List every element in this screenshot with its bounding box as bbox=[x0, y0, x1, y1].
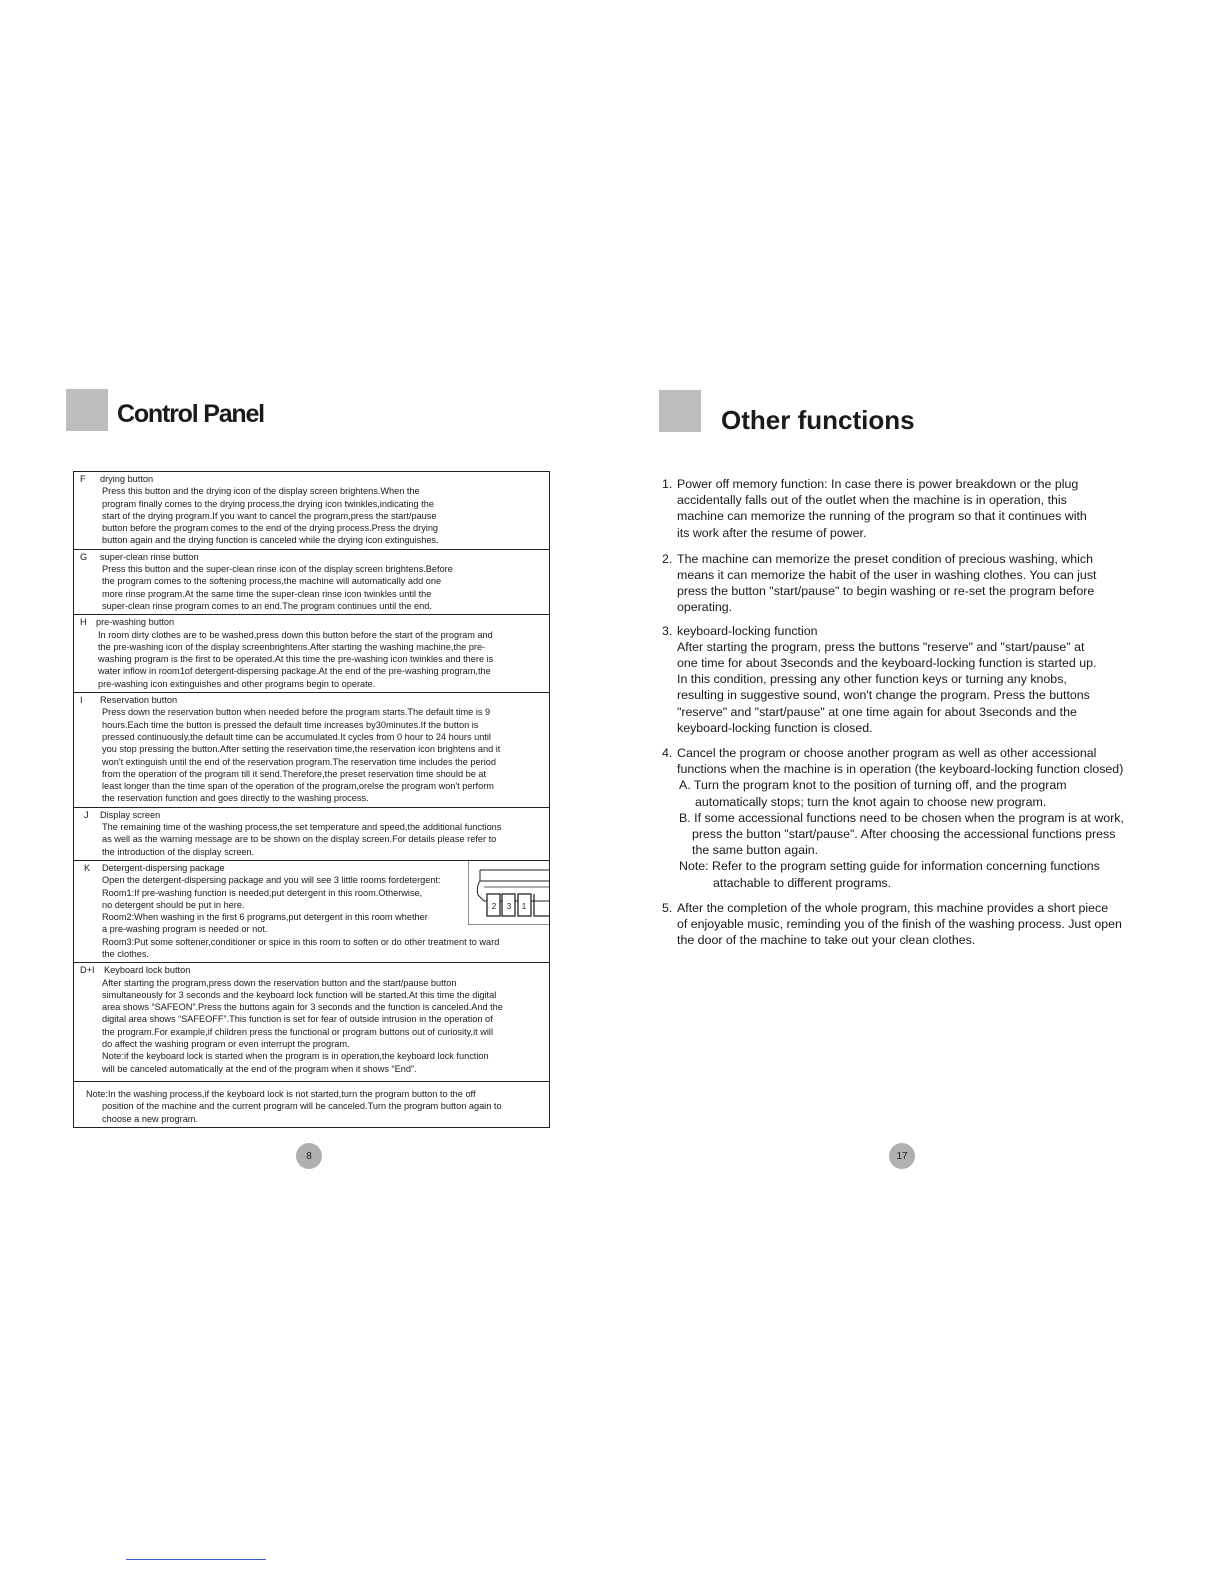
item-line: automatically stops; turn the knot again to choose new program. bbox=[695, 794, 1047, 809]
row-line: program finally comes to the drying process,the drying icon twinkles,indicating the bbox=[102, 498, 434, 509]
item-line: Power off memory function: In case there is power breakdown or the plug bbox=[677, 477, 1079, 491]
row-line: pre-washing icon extinguishes and other programs begin to operate. bbox=[98, 678, 376, 689]
row-line: Press down the reservation button when needed before the program starts.The default time is 9 bbox=[102, 707, 491, 718]
item-line: In this condition, pressing any other function keys or turning any knobs, bbox=[677, 672, 1067, 687]
item-line: means it can memorize the habit of the user in washing clothes. You can just bbox=[677, 568, 1097, 583]
item-line: After the completion of the whole program, this machine provides a short piece bbox=[677, 900, 1109, 915]
item-line: the same button again. bbox=[692, 843, 819, 858]
note-first-line: Note:In the washing process,if the keyboard lock is not started,turn the program button to the off bbox=[86, 1088, 476, 1099]
row-name: super-clean rinse button bbox=[100, 551, 199, 562]
item-line: After starting the program, press the buttons "reserve" and "start/pause" at bbox=[677, 639, 1085, 654]
row-line: Note:if the keyboard lock is started when the program is in operation,the keyboard lock function bbox=[102, 1051, 489, 1062]
row-line: the introduction of the display screen. bbox=[102, 846, 255, 857]
row-line: the clothes. bbox=[102, 948, 149, 959]
row-line: as well as the warning message are to be shown on the display screen.For details please refer to bbox=[102, 834, 497, 845]
item-line: Cancel the program or choose another program as well as other accessional bbox=[677, 746, 1097, 761]
row-line: super-clean rinse program comes to an end.The program continues until the end. bbox=[102, 600, 432, 611]
item-line: attachable to different programs. bbox=[713, 875, 892, 890]
row-line: Room2:When washing in the first 6 programs,put detergent in this room whether bbox=[102, 912, 428, 923]
page-number: 17 bbox=[889, 1143, 915, 1169]
section-marker-square bbox=[66, 389, 108, 431]
item-line: of enjoyable music, reminding you of the finish of the washing process. Just open bbox=[677, 917, 1122, 932]
item-line: machine can memorize the running of the program so that it continues with bbox=[677, 509, 1087, 524]
item-number: 4. bbox=[662, 746, 673, 761]
item-number: 5. bbox=[662, 900, 673, 915]
row-letter: H bbox=[80, 617, 87, 628]
row-line: Press this button and the drying icon of the display screen brightens.When the bbox=[102, 486, 420, 497]
list-item bbox=[662, 551, 1162, 616]
table-note bbox=[74, 1081, 549, 1127]
row-line: pressed continuously,the default time can be accumulated.It cycles from 0 hour to 24 hours until bbox=[102, 731, 491, 742]
row-line: In room dirty clothes are to be washed,press down this button before the start of the program and bbox=[98, 629, 493, 640]
row-line: the program comes to the softening process,the machine will automatically add one bbox=[102, 576, 442, 587]
row-line: Room1:If pre-washing function is needed,put detergent in this room.Otherwise, bbox=[102, 887, 423, 898]
item-line: Note: Refer to the program setting guide for information concerning functions bbox=[679, 859, 1100, 874]
row-letter: G bbox=[80, 551, 88, 562]
row-line: a pre-washing program is needed or not. bbox=[102, 924, 268, 935]
table-row bbox=[74, 860, 549, 962]
drawer-label: 3 bbox=[506, 901, 512, 911]
row-line: button before the program comes to the end of the drying process.Press the drying bbox=[102, 523, 439, 534]
row-line: more rinse program.At the same time the super-clean rinse icon twinkles until the bbox=[102, 588, 432, 599]
row-line: washing program is the first to be operated.At this time the pre-washing icon twinkles and there is bbox=[98, 654, 494, 665]
item-line: A. Turn the program knot to the position of turning off, and the program bbox=[679, 778, 1067, 793]
list-item bbox=[662, 900, 1162, 949]
item-line: press the button "start/pause". After choosing the accessional functions press bbox=[692, 827, 1116, 842]
row-line: Room3:Put some softener,conditioner or spice in this room to soften or do other treatment to ward bbox=[102, 936, 500, 947]
item-line: accidentally falls out of the outlet when the machine is in operation, this bbox=[677, 493, 1067, 508]
drawer-label: 2 bbox=[491, 901, 497, 911]
item-line: press the button "start/pause" to begin washing or re-set the program before bbox=[677, 584, 1095, 599]
item-line: The machine can memorize the preset condition of precious washing, which bbox=[677, 551, 1093, 566]
item-line: functions when the machine is in operation (the keyboard-locking function closed) bbox=[677, 762, 1124, 777]
control-panel-table bbox=[73, 471, 550, 1128]
detergent-drawer-illustration bbox=[468, 861, 550, 925]
row-letter: K bbox=[84, 862, 91, 873]
row-line: hours.Each time the button is pressed the default time increases by30minutes.If the button is bbox=[102, 719, 479, 730]
table-row bbox=[74, 549, 549, 614]
item-line: operating. bbox=[677, 600, 733, 615]
table-row bbox=[74, 962, 549, 1081]
item-line: its work after the resume of power. bbox=[677, 525, 867, 540]
footer-rule bbox=[126, 1559, 266, 1560]
row-line: will be canceled automatically at the end of the program when it shows “End”. bbox=[102, 1063, 417, 1074]
row-name: Detergent-dispersing package bbox=[102, 862, 225, 873]
item-line: B. If some accessional functions need to be chosen when the program is at work, bbox=[679, 810, 1124, 825]
table-row bbox=[74, 614, 549, 692]
item-number: 1. bbox=[662, 477, 673, 491]
item-line: "reserve" and "start/pause" at one time again for about 3seconds and the bbox=[677, 704, 1077, 719]
row-line: start of the drying program.If you want to cancel the program,press the start/pause bbox=[102, 510, 437, 521]
page-title: Control Panel bbox=[117, 400, 264, 428]
row-letter: D+I bbox=[80, 965, 95, 976]
row-line: won't extinguish until the end of the reservation program.The reservation time includes the period bbox=[102, 756, 496, 767]
row-line: button again and the drying function is canceled while the drying icon extinguishes. bbox=[102, 535, 439, 546]
row-name: Display screen bbox=[100, 809, 161, 820]
page-number: 8 bbox=[296, 1143, 322, 1169]
item-number: 2. bbox=[662, 551, 673, 566]
row-name: Keyboard lock button bbox=[104, 965, 191, 976]
item-line: keyboard-locking function bbox=[677, 623, 818, 638]
table-row bbox=[74, 472, 549, 549]
row-line: from the operation of the program till it send.Therefore,the preset reservation time should be at bbox=[102, 768, 487, 779]
row-letter: F bbox=[80, 474, 86, 484]
note-line: choose a new program. bbox=[102, 1113, 199, 1124]
row-line: Open the detergent-dispersing package and you will see 3 little rooms fordetergent: bbox=[102, 875, 441, 886]
note-line: position of the machine and the current program will be canceled.Turn the program button again to bbox=[102, 1101, 502, 1112]
row-name: drying button bbox=[100, 474, 154, 484]
list-item bbox=[662, 476, 1162, 541]
row-line: the program.For example,if children press the functional or program buttons out of curiosity,it will bbox=[102, 1026, 493, 1037]
row-line: digital area shows “SAFEOFF”.This function is set for fear of outside intrusion in the operation of bbox=[102, 1014, 493, 1025]
other-functions-list bbox=[662, 476, 1162, 955]
row-line: the pre-washing icon of the display screenbrightens.After starting the washing machine,the pre- bbox=[98, 641, 486, 652]
row-line: do affect the washing program or even interrupt the program. bbox=[102, 1039, 350, 1050]
item-number: 3. bbox=[662, 623, 673, 638]
table-row bbox=[74, 692, 549, 807]
item-line: one time for about 3seconds and the keyboard-locking function is started up. bbox=[677, 656, 1097, 671]
item-line: keyboard-locking function is closed. bbox=[677, 720, 873, 735]
row-line: Press this button and the super-clean rinse icon of the display screen brightens.Before bbox=[102, 564, 453, 575]
row-line: water inflow in room1of detergent-dispersing package.At the end of the pre-washing program,the bbox=[98, 666, 491, 677]
row-line: the reservation function and goes directly to the washing process. bbox=[102, 793, 369, 804]
row-letter: I bbox=[80, 695, 83, 706]
row-name: pre-washing button bbox=[96, 617, 175, 628]
row-line: no detergent should be put in here. bbox=[102, 899, 245, 910]
row-line: The remaining time of the washing process,the set temperature and speed,the additional functions bbox=[102, 822, 502, 833]
list-item bbox=[662, 745, 1162, 891]
drawer-label: 1 bbox=[521, 901, 527, 911]
row-letter: J bbox=[84, 809, 89, 820]
item-line: resulting in suggestive sound, won't change the program. Press the buttons bbox=[677, 688, 1090, 703]
table-row bbox=[74, 807, 549, 860]
row-name: Reservation button bbox=[100, 695, 178, 706]
row-line: least longer than the time span of the operation of the program,orelse the program won't perform bbox=[102, 781, 494, 792]
list-item bbox=[662, 623, 1162, 736]
page-title: Other functions bbox=[721, 405, 915, 435]
item-line: the door of the machine to take out your clean clothes. bbox=[677, 933, 976, 948]
row-line: you stop pressing the button.After setting the reservation time,the reservation icon brightens and it bbox=[102, 744, 501, 755]
row-line: simultaneously for 3 seconds and the keyboard lock function will be started.At this time the digital bbox=[102, 989, 497, 1000]
section-marker-square bbox=[659, 390, 701, 432]
row-line: area shows “SAFEON”.Press the buttons again for 3 seconds and the function is canceled.And the bbox=[102, 1002, 503, 1013]
row-line: After starting the program,press down the reservation button and the start/pause button bbox=[102, 977, 457, 988]
